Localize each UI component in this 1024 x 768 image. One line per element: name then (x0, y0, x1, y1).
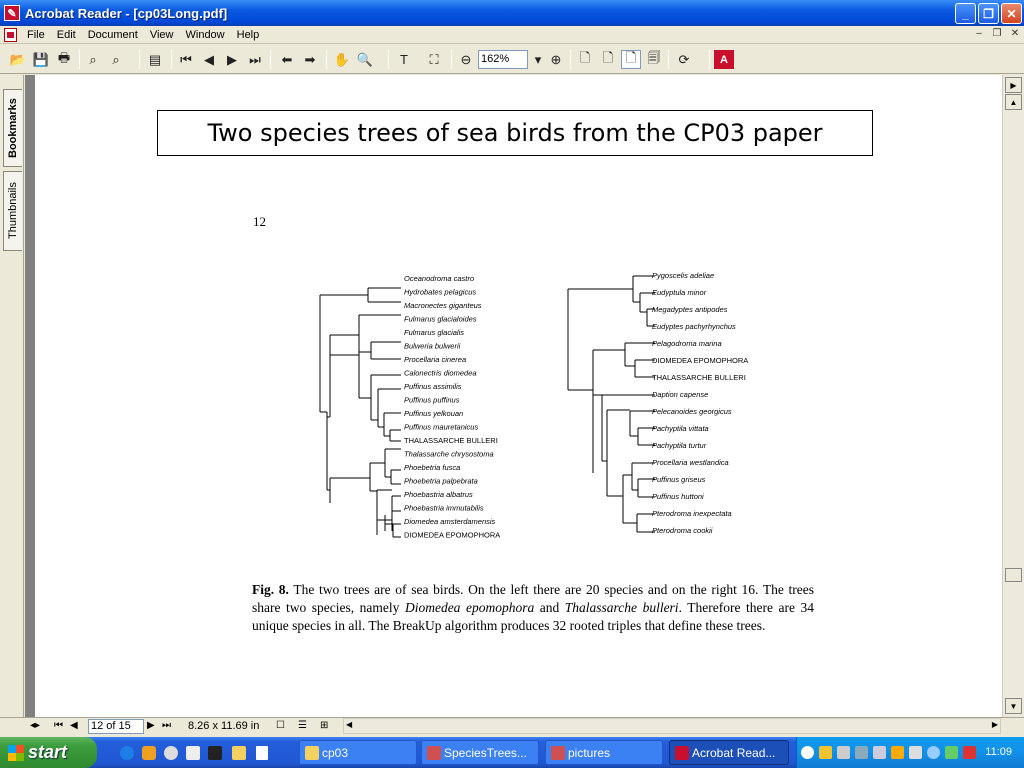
species-label: Puffinus huttoni (652, 492, 704, 501)
zoom-in-icon[interactable]: ⊕ (550, 51, 562, 67)
previous-page-icon[interactable]: ◀ (204, 51, 214, 67)
next-page-status-icon[interactable]: ▶ (147, 720, 155, 731)
left-tree-labels (404, 274, 500, 540)
menu-window[interactable]: Window (185, 28, 225, 41)
species-label: Eudyptula minor (652, 288, 707, 297)
save-icon[interactable]: 💾 (32, 51, 50, 67)
restore-button[interactable]: ❐ (978, 3, 999, 24)
caption-species-1: Diomedea epomophora (404, 600, 535, 615)
adobe-logo-icon[interactable]: A (714, 50, 734, 69)
species-label: Puffinus puffinus (404, 395, 460, 405)
ie-icon[interactable] (120, 746, 134, 760)
go-back-icon[interactable]: ⬅ (281, 51, 293, 67)
shield-icon[interactable] (819, 746, 832, 759)
prev-page-status-icon[interactable]: ◀ (70, 720, 78, 731)
windows-logo-icon (8, 745, 24, 761)
species-label: Fulmarus glacialis (404, 328, 465, 337)
menu-edit[interactable]: Edit (56, 28, 76, 41)
task-speciestrees[interactable]: SpeciesTrees... (421, 740, 539, 765)
menu-file[interactable]: File (27, 28, 45, 41)
task-cp03[interactable]: cp03 (299, 740, 417, 765)
species-label: Procellaria westlandica (652, 458, 729, 467)
caption-text-3: . Therefore there are 34 unique species in all. The BreakUp algorithm produces 32 rooted triples that define these trees. (252, 600, 814, 633)
caption-text-1: The two trees are of sea birds. On the left there are 20 species and on the right 16. The trees share two species, namely (252, 582, 815, 615)
scroll-thumb[interactable] (1005, 568, 1022, 582)
species-label: Daption capense (652, 390, 709, 399)
species-label: Puffinus mauretanicus (404, 422, 479, 432)
printer-tray-icon[interactable] (873, 746, 886, 759)
page-number-field[interactable]: 12 of 15 (88, 719, 144, 734)
species-label: THALASSARCHE BULLERI (404, 436, 498, 445)
page-number: 12 (253, 214, 266, 229)
command-prompt-icon[interactable] (208, 746, 222, 760)
right-tree-labels (652, 271, 748, 535)
facing-pages-icon[interactable]: ⊞ (320, 720, 329, 731)
fit-visible-icon[interactable]: 🗐 (647, 49, 661, 65)
species-label: Pterodroma inexpectata (652, 509, 732, 518)
magnifier-icon[interactable] (909, 746, 922, 759)
species-label: Pelecanoides georgicus (652, 407, 732, 416)
acrobat-icon: ✎ (4, 5, 20, 21)
species-label: Hydrobates pelagicus (404, 287, 477, 297)
species-label: Puffinus assimilis (404, 382, 462, 391)
page-size-text: 8.26 x 11.69 in (188, 720, 260, 732)
species-trees-figure (35, 265, 1002, 565)
species-label: Pterodroma cookii (652, 526, 713, 535)
caption-text-2: and (534, 600, 565, 615)
zoom-input[interactable]: 162% (478, 50, 528, 69)
species-label: Fulmarus glacialoides (404, 314, 477, 324)
species-label: Phoebastria albatrus (404, 490, 473, 499)
doc-minimize-button[interactable]: – (976, 28, 982, 39)
species-label: Calonectris diomedea (404, 368, 477, 378)
window-title: Acrobat Reader - [cp03Long.pdf] (25, 5, 228, 21)
caption-species-2: Thalassarche bulleri (564, 600, 679, 615)
minimize-button[interactable]: _ (955, 3, 976, 24)
menu-document[interactable]: Document (87, 28, 138, 41)
fit-page-icon[interactable]: 🗋 (602, 49, 614, 65)
text-select-icon[interactable]: T (400, 52, 408, 67)
species-label: Diomedea amsterdamensis (404, 517, 496, 526)
system-tray (796, 737, 1024, 768)
species-label: Pygoscelis adeliae (652, 271, 715, 280)
clock: 11:09 (985, 746, 1012, 758)
find-icon[interactable]: ⌕ (89, 51, 97, 67)
species-label: Thalassarche chrysostoma (404, 449, 494, 459)
document-icon[interactable] (4, 28, 17, 42)
species-label: Puffinus griseus (652, 475, 706, 484)
species-label: Pachyptila vittata (652, 424, 709, 433)
title-bar (0, 0, 1024, 26)
species-label: Phoebastria immutabilis (404, 503, 484, 513)
menu-view[interactable]: View (149, 28, 174, 41)
status-bar (0, 717, 1024, 735)
search-icon[interactable]: ⌕ (112, 51, 120, 67)
vertical-scrollbar[interactable] (1002, 75, 1024, 717)
actual-size-icon[interactable]: 🗋 (579, 49, 591, 65)
slide-banner (157, 110, 873, 156)
at-icon[interactable] (927, 746, 940, 759)
go-forward-icon[interactable]: ➡ (304, 51, 316, 67)
caption-label: Fig. 8. (252, 582, 289, 597)
explorer-icon[interactable] (232, 746, 246, 760)
scroll-up-button[interactable]: ▲ (1005, 94, 1022, 110)
task-pictures[interactable]: pictures (545, 740, 663, 765)
navigation-pane (0, 75, 24, 717)
species-label: Phoebetria fusca (404, 463, 461, 472)
print-icon[interactable]: 🖶 (57, 49, 71, 65)
hand-tool-icon[interactable]: ✋ (333, 51, 351, 67)
rotate-view-icon[interactable]: ⟳ (678, 51, 690, 67)
continuous-icon[interactable]: ☰ (298, 720, 307, 731)
start-label: start (28, 742, 68, 762)
graphics-select-icon[interactable]: ⛶ (429, 51, 439, 67)
split-icon[interactable]: ◂▸ (30, 720, 41, 731)
menu-help[interactable]: Help (236, 28, 260, 41)
close-button[interactable]: ✕ (1001, 3, 1022, 24)
quicklaunch-icon-2[interactable] (142, 746, 156, 760)
species-label: Eudyptes pachyrhynchus (652, 322, 736, 331)
doc-close-button[interactable]: ✕ (1010, 28, 1020, 39)
zoom-out-icon[interactable]: ⊖ (460, 51, 472, 67)
species-label: THALASSARCHE BULLERI (652, 373, 746, 382)
document-page (35, 75, 1002, 717)
scroll-down-button[interactable]: ▼ (1005, 698, 1022, 714)
task-acrobat-reader[interactable]: Acrobat Read... (669, 740, 789, 765)
species-label: Bulweria bulwerii (404, 341, 461, 351)
species-label: DIOMEDEA EPOMOPHORA (652, 356, 749, 365)
zoom-in-tool-icon[interactable]: 🔍 (356, 51, 374, 67)
first-page-icon[interactable]: ⏮ (180, 51, 192, 67)
species-label: Phoebetria palpebrata (404, 476, 478, 486)
refresh-tray-icon[interactable] (945, 746, 958, 759)
split-arrow-icon[interactable]: ▶ (1005, 77, 1022, 93)
tab-bookmarks[interactable]: Bookmarks (3, 89, 22, 167)
last-page-status-icon[interactable]: ⏭ (162, 720, 171, 731)
doc-restore-button[interactable]: ❐ (992, 28, 1002, 39)
notepad-icon[interactable] (256, 746, 268, 760)
network-icon[interactable] (837, 746, 850, 759)
species-label: Pelagodroma marina (652, 339, 722, 348)
start-button[interactable] (0, 737, 97, 768)
next-page-icon[interactable]: ▶ (227, 51, 237, 67)
zoom-dropdown-icon[interactable]: ▾ (534, 51, 542, 67)
species-label: Oceanodroma castro (404, 274, 475, 283)
single-page-icon[interactable]: ☐ (276, 720, 285, 731)
menu-bar (0, 26, 1024, 44)
burst-icon[interactable] (891, 746, 904, 759)
monitor-icon[interactable] (855, 746, 868, 759)
open-icon[interactable]: 📂 (9, 51, 27, 67)
fit-width-icon[interactable]: 🗋 (621, 50, 641, 69)
first-page-status-icon[interactable]: ⏮ (54, 720, 63, 731)
horizontal-scrollbar[interactable]: ◀ ▶ (343, 718, 1001, 734)
species-label: Pachyptila turtur (652, 441, 707, 450)
species-label: Macronectes giganteus (404, 301, 482, 310)
species-label: DIOMEDEA EPOMOPHORA (404, 530, 501, 540)
species-label: Megadyptes antipodes (652, 305, 728, 314)
species-label: Procellaria cinerea (404, 355, 467, 364)
media-player-icon[interactable] (164, 746, 178, 760)
taskbar (0, 737, 1024, 768)
last-page-icon[interactable]: ⏭ (249, 51, 261, 67)
species-label: Puffinus yelkouan (404, 409, 464, 418)
tray-arrow-icon[interactable] (801, 746, 814, 759)
figure-caption (252, 581, 814, 635)
banner-title: Two species trees of sea birds from the CP03 paper (207, 119, 823, 147)
tab-thumbnails[interactable]: Thumbnails (3, 171, 22, 251)
ati-icon[interactable] (963, 746, 976, 759)
show-navigation-pane-icon[interactable]: ▤ (148, 51, 162, 67)
quicklaunch-icon-4[interactable] (186, 746, 200, 760)
